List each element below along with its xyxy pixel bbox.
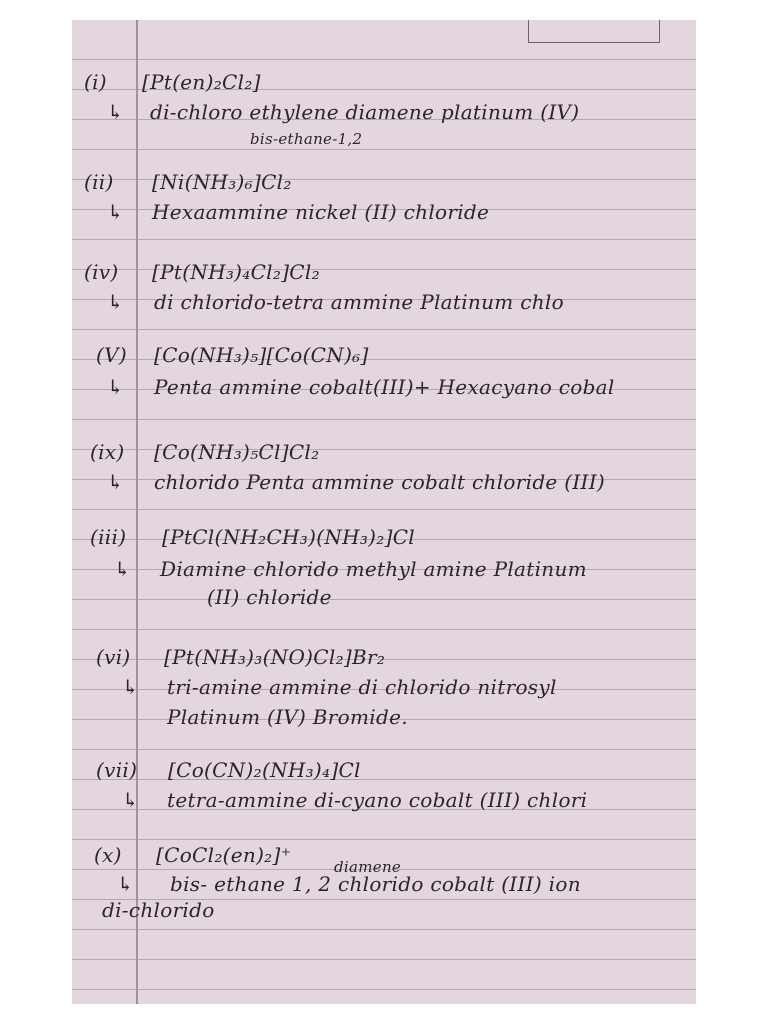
entry-label: (i) (84, 70, 107, 94)
entry-formula: [Co(CN)₂(NH₃)₄]Cl (168, 758, 361, 782)
entry-note: diamene (334, 858, 402, 876)
entry-label: (vii) (96, 758, 138, 782)
arrow-mark: ↳ (117, 872, 135, 896)
entry-formula: [Co(NH₃)₅][Co(CN)₆] (154, 343, 369, 367)
arrow-mark: ↳ (122, 788, 140, 812)
entry-label: (x) (94, 843, 122, 867)
entry-name: Diamine chlorido methyl amine Platinum (160, 557, 587, 581)
entry-name: tri-amine ammine di chlorido nitrosyl (167, 675, 557, 699)
entry-name: Hexaammine nickel (II) chloride (152, 200, 490, 224)
entry-name: bis- ethane 1, 2 chlorido cobalt (III) ion (170, 872, 581, 896)
entry-label: (V) (96, 343, 127, 367)
entry-name: tetra-ammine di-cyano cobalt (III) chlori (167, 788, 588, 812)
entry-formula: [Pt(en)₂Cl₂] (142, 70, 261, 94)
notebook-page (72, 20, 696, 1004)
entry-label: (iii) (90, 525, 127, 549)
entry-label: (vi) (96, 645, 131, 669)
entry-name: Penta ammine cobalt(III)+ Hexacyano cobal (154, 375, 615, 399)
arrow-mark: ↳ (107, 375, 125, 399)
arrow-mark: ↳ (107, 100, 125, 124)
entry-label: (iv) (84, 260, 119, 284)
margin-line (136, 20, 138, 1004)
entry-name-continued: Platinum (IV) Bromide. (167, 705, 408, 729)
entry-note: bis-ethane-1,2 (250, 130, 363, 148)
arrow-mark: ↳ (107, 470, 125, 494)
entry-name-continued: di-chlorido (102, 898, 215, 922)
entry-formula: [Pt(NH₃)₃(NO)Cl₂]Br₂ (164, 645, 386, 669)
entry-formula: [Co(NH₃)₅Cl]Cl₂ (154, 440, 320, 464)
entry-formula: [Pt(NH₃)₄Cl₂]Cl₂ (152, 260, 320, 284)
entry-label: (ix) (90, 440, 125, 464)
entry-name-continued: (II) chloride (207, 585, 332, 609)
entry-name: di-chloro ethylene diamene platinum (IV) (150, 100, 580, 124)
entry-formula: [Ni(NH₃)₆]Cl₂ (152, 170, 292, 194)
entry-label: (ii) (84, 170, 114, 194)
arrow-mark: ↳ (107, 290, 125, 314)
entry-name: di chlorido-tetra ammine Platinum chlo (154, 290, 564, 314)
entry-formula: [CoCl₂(en)₂]⁺ (156, 843, 292, 867)
arrow-mark: ↳ (122, 675, 140, 699)
entry-formula: [PtCl(NH₂CH₃)(NH₃)₂]Cl (162, 525, 416, 549)
arrow-mark: ↳ (114, 557, 132, 581)
date-box (528, 20, 660, 43)
entry-name: chlorido Penta ammine cobalt chloride (III) (154, 470, 606, 494)
arrow-mark: ↳ (107, 200, 125, 224)
